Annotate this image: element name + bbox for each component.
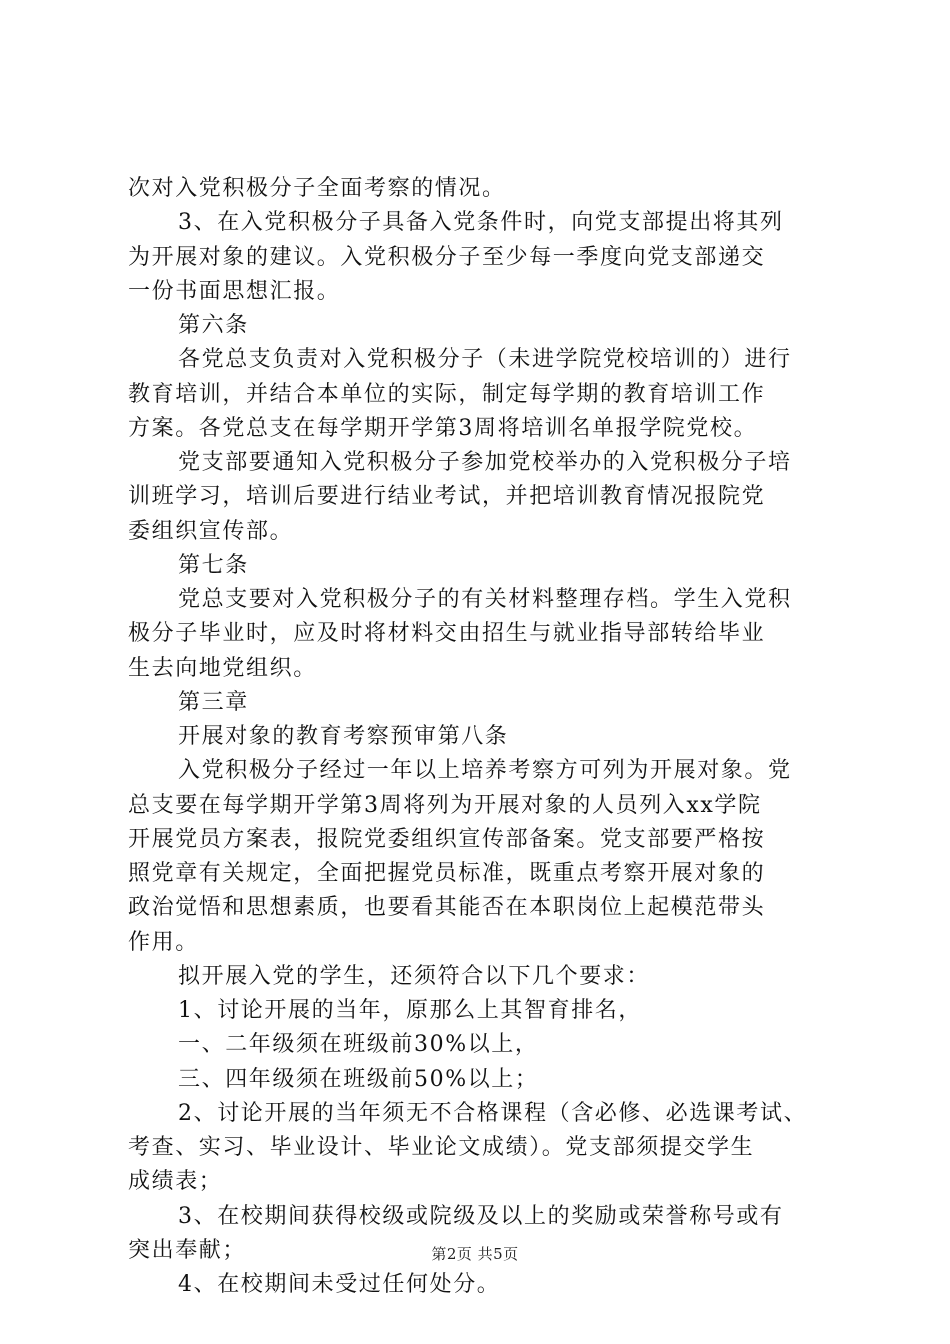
text-line: 委组织宣传部。 [128, 518, 294, 544]
text-line: 政治觉悟和思想素质，也要看其能否在本职岗位上起模范带头 [128, 895, 766, 921]
text-line: 三、四年级须在班级前50%以上； [178, 1066, 539, 1092]
document-body [128, 172, 848, 1302]
text-line: 4、在校期间未受过任何处分。 [178, 1272, 501, 1297]
text-line: 3、在入党积极分子具备入党条件时，向党支部提出将其列 [178, 210, 784, 236]
text-line: 生去向地党组织。 [128, 655, 317, 681]
text-line: 各党总支负责对入党积极分子（未进学院党校培训的）进行 [178, 347, 792, 373]
text-line: 照党章有关规定，全面把握党员标准，既重点考察开展对象的 [128, 861, 766, 886]
text-line: 作用。 [128, 929, 199, 955]
text-line: 总支要在每学期开学第3周将列为开展对象的人员列入xx学院 [128, 792, 762, 818]
page-number: 第2页 共5页 [431, 1245, 519, 1263]
text-line: 一份书面思想汇报。 [128, 278, 341, 304]
text-line: 开展党员方案表，报院党委组织宣传部备案。党支部要严格按 [128, 826, 766, 852]
text-line: 方案。各党总支在每学期开学第3周将培训名单报学院党校。 [128, 415, 758, 441]
text-line: 开展对象的教育考察预审第八条 [178, 724, 509, 749]
text-line: 第三章 [178, 689, 249, 715]
page-footer [0, 1243, 950, 1264]
text-line: 训班学习，培训后要进行结业考试，并把培训教育情况报院党 [128, 484, 766, 510]
text-line: 考查、实习、毕业设计、毕业论文成绩）。党支部须提交学生 [128, 1135, 755, 1160]
text-line: 教育培训，并结合本单位的实际，制定每学期的教育培训工作 [128, 381, 766, 407]
text-line: 为开展对象的建议。入党积极分子至少每一季度向党支部递交 [128, 244, 766, 270]
text-line: 1、讨论开展的当年，原那么上其智育排名， [178, 998, 642, 1023]
text-line: 第七条 [178, 552, 249, 578]
text-line: 一、二年级须在班级前30%以上， [178, 1032, 539, 1058]
text-line: 极分子毕业时，应及时将材料交由招生与就业指导部转给毕业 [128, 621, 766, 647]
text-line: 次对入党积极分子全面考察的情况。 [128, 176, 506, 201]
text-line: 突出奉献； [128, 1237, 247, 1263]
text-line: 成绩表； [128, 1169, 223, 1195]
text-line: 党支部要通知入党积极分子参加党校举办的入党积极分子培 [178, 450, 792, 475]
text-line: 党总支要对入党积极分子的有关材料整理存档。学生入党积 [178, 587, 792, 612]
text-line: 3、在校期间获得校级或院级及以上的奖励或荣誉称号或有 [178, 1203, 784, 1229]
text-line: 2、讨论开展的当年须无不合格课程（含必修、必选课考试、 [178, 1100, 808, 1126]
text-line: 第六条 [178, 313, 249, 338]
text-line: 入党积极分子经过一年以上培养考察方可列为开展对象。党 [178, 758, 792, 784]
text-line: 拟开展入党的学生，还须符合以下几个要求： [178, 963, 651, 989]
